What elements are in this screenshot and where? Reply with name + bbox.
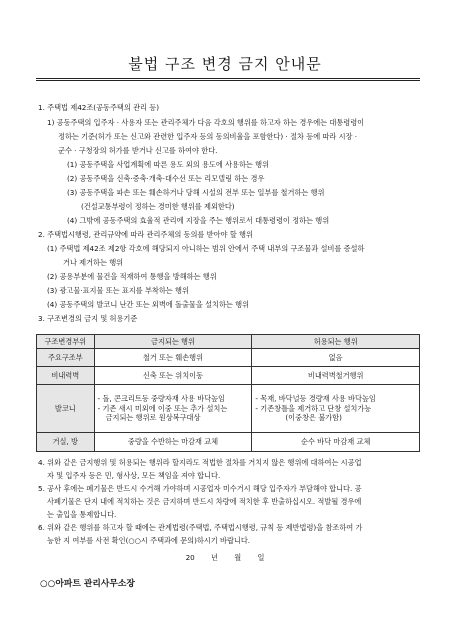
body-line: (3) 광고물·표지물 또는 표지를 부착하는 행위 — [47, 286, 189, 295]
section-2-heading: 2. 주택법시행령, 관리규약에 따라 관리주체의 동의를 받아야 할 행위 — [38, 230, 253, 239]
document-title: 불법 구조 변경 금지 안내문 — [128, 55, 322, 73]
body-line: (1) 주택법 제42조 제2항 각호에 해당되지 아니하는 범위 안에서 주택 내부의 구조물과 설비를 증설하 — [47, 244, 365, 253]
table-header: 허용되는 행위 — [252, 335, 420, 349]
note-line: 사폐기물은 단지 내에 적치하는 것은 금지하며 반드시 차량에 적치한 후 반출하십시오. 적발될 경우에 — [47, 497, 362, 506]
table-header: 금지되는 행위 — [94, 335, 252, 349]
note-line: 자 및 입주자 등은 민, 형사상, 모든 책임을 져야 합니다. — [47, 471, 221, 480]
title-rule-top — [36, 78, 420, 79]
row-part-cell: 거실, 방 — [37, 433, 95, 452]
date-line: 20 년 월 일 — [185, 553, 265, 562]
section-3-heading: 3. 구조변경의 금지 및 허용기준 — [38, 314, 138, 323]
body-line: (4) 공동주택의 발코니 난간 또는 외벽에 돌출물을 설치하는 행위 — [47, 300, 250, 309]
allowed-cell — [252, 385, 420, 433]
cell-line: 금지되는 행위로 원상복구대상 — [105, 413, 201, 423]
prohibited-cell: 중량을 수반하는 마감재 교체 — [94, 433, 252, 452]
allowed-cell: 없음 — [252, 349, 420, 367]
prohibited-cell: 철거 또는 훼손행위 — [94, 349, 252, 367]
prohibited-cell: 신축 또는 위치이동 — [94, 367, 252, 385]
body-line: 거나 제거하는 행위 — [63, 258, 124, 267]
body-line: (2) 공용부분에 물건을 적재하여 통행을 방해하는 행위 — [47, 272, 217, 281]
body-line: (4) 그밖에 공동주택의 효율적 관리에 지장을 주는 행위로서 대통령령이 정하는 행위 — [67, 216, 330, 225]
body-line: (3) 공동주택을 파손 또는 훼손하거나 당해 시설의 전부 또는 일부를 철거하는 행위 — [67, 188, 325, 197]
cell-line: (이중창은 불가함) — [285, 413, 342, 423]
table-row — [37, 385, 420, 433]
prohibited-cell — [94, 385, 252, 433]
body-line: (2) 공동주택을 신축·증축·개축·대수선 또는 리모델링 하는 경우 — [67, 174, 265, 183]
cell-line: - 기존 새시 미외에 이중 또는 추가 설치는 — [97, 403, 228, 413]
cell-line: - 돌, 콘크리트등 중량자재 사용 바닥높임 — [97, 394, 225, 404]
cell-line: - 목재, 바닥널등 경량재 사용 바닥높임 — [255, 394, 376, 404]
table-row — [37, 349, 420, 367]
body-line: (건설교통부령이 정하는 경미한 행위를 제외한다) — [81, 202, 235, 211]
row-part-cell: 주요구조부 — [37, 349, 95, 367]
row-part-cell: 비내력벽 — [37, 367, 95, 385]
structure-change-table — [36, 334, 420, 452]
table-header-row — [37, 335, 420, 349]
note-line: 능한 지 여부를 사전 확인(○○시 주택과에 문의)하시기 바랍니다. — [47, 536, 251, 545]
allowed-cell: 순수 바닥 마감재 교체 — [252, 433, 420, 452]
body-line: 군수 · 구청장의 허가를 받거나 신고를 하여야 한다. — [58, 146, 218, 155]
note-line: 5. 공사 후에는 폐기물은 반드시 수거해 가야하며 시공업자 미수거시 해당 입주자가 부담해야 합니다. 공 — [38, 484, 362, 493]
body-line: 1) 공동주택의 입주자 · 사용자 또는 관리주체가 다음 각호의 행위를 하고자 하는 경우에는 대통령령이 — [47, 118, 365, 127]
title-rule-bottom — [36, 80, 420, 81]
note-line: 6. 위와 같은 행위를 하고자 할 때에는 관계법령(주택법, 주택법시행령, 규칙 등 제반법령)을 참조하여 가 — [38, 523, 363, 532]
table-row — [37, 367, 420, 385]
allowed-cell: 비내력벽철거행위 — [252, 367, 420, 385]
table-row — [37, 433, 420, 452]
row-part-cell: 발코니 — [37, 385, 95, 433]
section-1-heading: 1. 주택법 제42조(공동주택의 관리 등) — [38, 103, 160, 112]
note-line: 는 출입을 통제합니다. — [47, 510, 117, 519]
note-line: 4. 위와 같은 금지행위 및 허용되는 행위라 할지라도 적법한 절차를 거치지 않은 행위에 대하여는 시공업 — [38, 458, 362, 467]
body-line: 정하는 기준(허가 또는 신고와 관련한 입주자 등의 동의비율을 포함한다) · 절차 등에 따라 시장 · — [58, 132, 358, 141]
body-line: (1) 공동주택을 사업계획에 따른 용도 외의 용도에 사용하는 행위 — [67, 160, 270, 169]
cell-line: - 기존창틀을 제거하고 단창 설치가능 — [255, 403, 372, 413]
table-header: 구조변경부위 — [37, 335, 95, 349]
signature: ○○아파트 관리사무소장 — [40, 579, 135, 589]
